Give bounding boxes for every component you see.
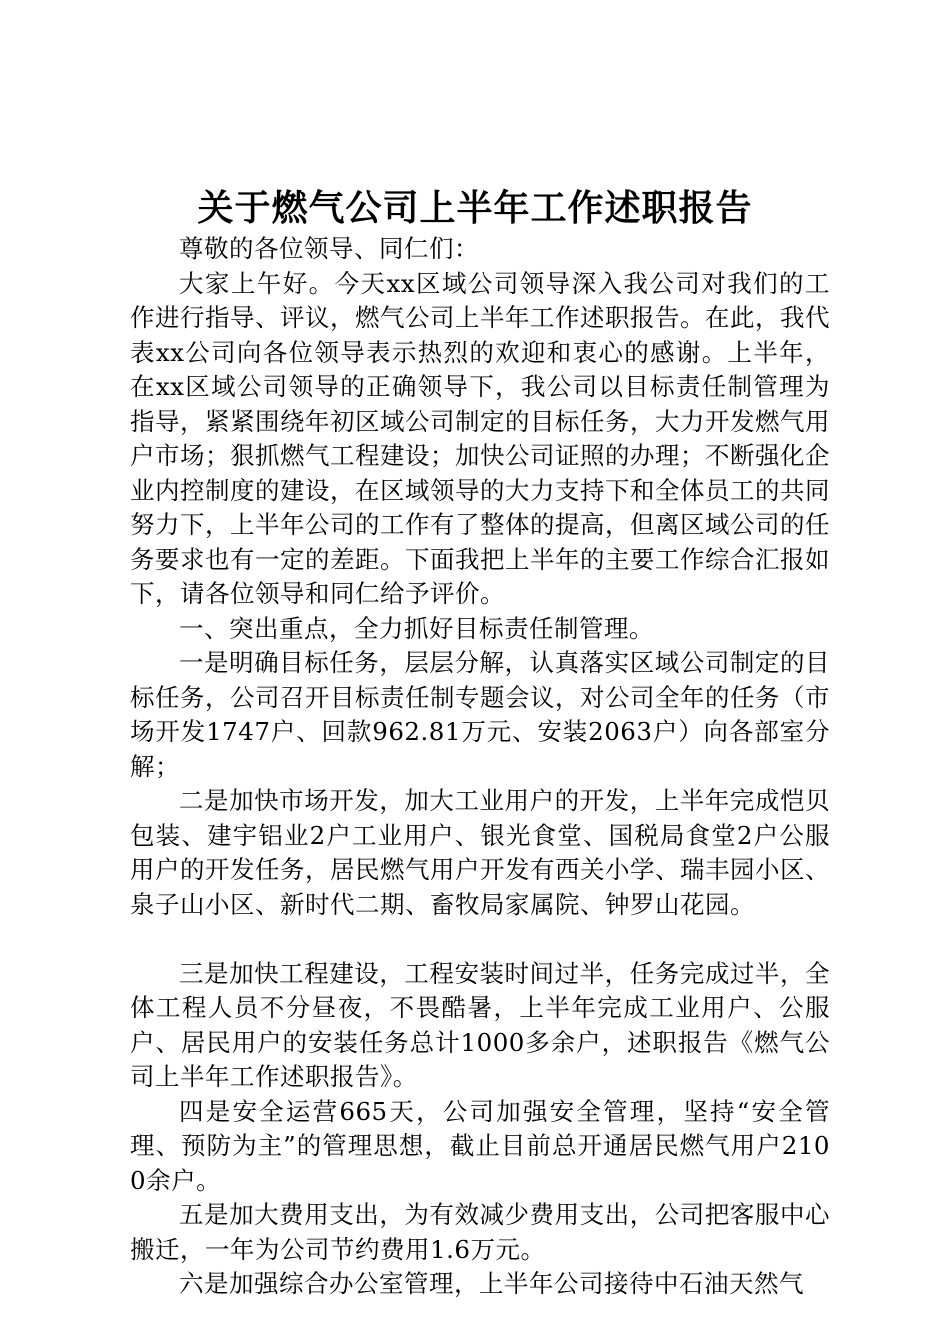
- item-paragraph-5: 五是加大费用支出，为有效减少费用支出，公司把客服中心搬迁，一年为公司节约费用1.6万元。: [130, 1200, 830, 1264]
- document-title: 关于燃气公司上半年工作述职报告: [197, 187, 753, 229]
- item-paragraph-2: 二是加快市场开发，加大工业用户的开发，上半年完成恺贝包装、建宇铝业2户工业用户、银光食堂、国税局食堂2户公服用户的开发任务，居民燃气用户开发有西关小学、瑞丰园小区、泉子山小区、新时代二期、畜牧局家属院、钟罗山花园。: [130, 786, 830, 919]
- item-paragraph-1: 一是明确目标任务，层层分解，认真落实区域公司制定的目标任务，公司召开目标责任制专题会议，对公司全年的任务（市场开发1747户、回款962.81万元、安装2063户）向各部室分解；: [130, 648, 830, 781]
- document-body: [130, 232, 830, 1302]
- item-paragraph-3: 三是加快工程建设，工程安装时间过半，任务完成过半，全体工程人员不分昼夜，不畏酷暑，上半年完成工业用户、公服户、居民用户的安装任务总计1000多余户，述职报告《燃气公司上半年工作述职报告》。: [130, 958, 830, 1091]
- intro-paragraph: 大家上午好。今天xx区域公司领导深入我公司对我们的工作进行指导、评议，燃气公司上半年工作述职报告。在此，我代表xx公司向各位领导表示热烈的欢迎和衷心的感谢。上半年，在xx区域公司领导的正确领导下，我公司以目标责任制管理为指导，紧紧围绕年初区域公司制定的目标任务，大力开发燃气用户市场；狠抓燃气工程建设；加快公司证照的办理；不断强化企业内控制度的建设，在区域领导的大力支持下和全体员工的共同努力下，上半年公司的工作有了整体的提高，但离区域公司的任务要求也有一定的差距。下面我把上半年的主要工作综合汇报如下，请各位领导和同仁给予评价。: [130, 268, 830, 608]
- section-heading-1: 一、突出重点，全力抓好目标责任制管理。: [179, 613, 654, 643]
- salutation-paragraph: 尊敬的各位领导、同仁们：: [179, 234, 479, 263]
- item-paragraph-4: 四是安全运营665天，公司加强安全管理，坚持“安全管理、预防为主”的管理思想，截止目前总开通居民燃气用户2100余户。: [130, 1096, 830, 1195]
- item-paragraph-6: 六是加强综合办公室管理，上半年公司接待中石油天然气: [179, 1269, 804, 1298]
